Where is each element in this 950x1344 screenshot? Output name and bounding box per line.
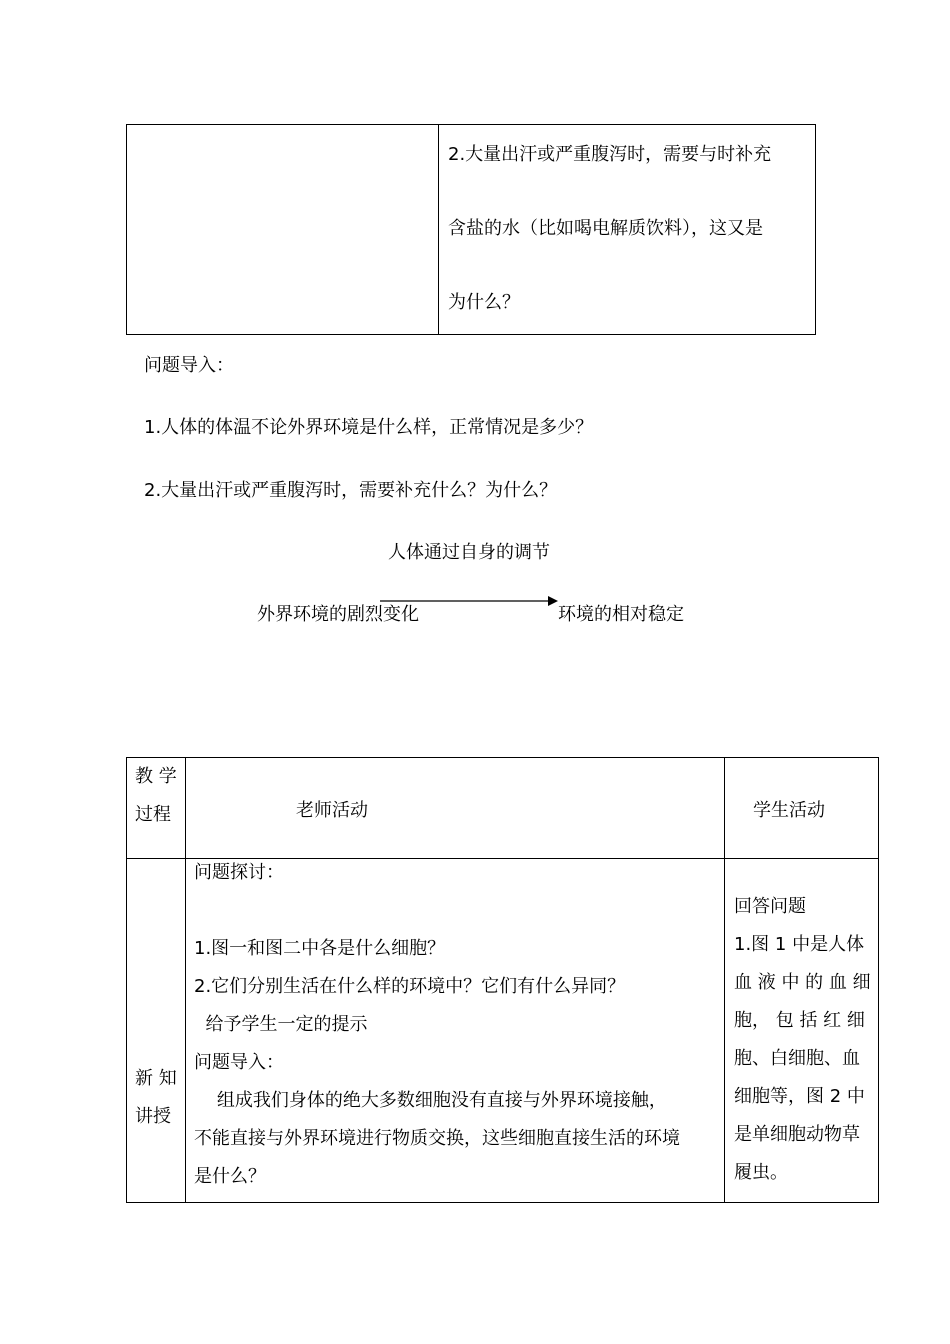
right-cell-line-3: 为什么？ [448, 292, 520, 313]
header-student-activity: 学生活动 [753, 800, 825, 821]
teacher-line-4: 2.它们分别生活在什么样的环境中？它们有什么异同？ [194, 976, 626, 997]
student-line-3: 血 液 中 的 血 细 [734, 972, 871, 993]
row-col1-line1: 新 知 [135, 1068, 177, 1089]
arrow-label: 人体通过自身的调节 [388, 542, 550, 563]
intro-question-1: 1.人体的体温不论外界环境是什么样，正常情况是多少？ [144, 417, 594, 438]
intro-question-2: 2.大量出汗或严重腹泻时，需要补充什么？为什么？ [144, 480, 558, 501]
student-line-6: 细胞等，图 2 中 [734, 1086, 865, 1107]
teacher-line-9: 是什么？ [194, 1166, 266, 1187]
student-line-1: 回答问题 [734, 896, 806, 917]
student-line-4: 胞， 包 括 红 细 [734, 1010, 865, 1031]
header-col1-line1: 教 学 [135, 766, 177, 787]
student-line-7: 是单细胞动物草 [734, 1124, 860, 1145]
teacher-line-1: 问题探讨： [194, 862, 284, 883]
right-cell-line-1: 2.大量出汗或严重腹泻时，需要与时补充 [448, 144, 772, 165]
teacher-line-3: 1.图一和图二中各是什么细胞？ [194, 938, 446, 959]
teacher-line-6: 问题导入： [194, 1052, 284, 1073]
right-cell-line-2: 含盐的水（比如喝电解质饮料），这又是 [448, 218, 763, 239]
row-col1-line2: 讲授 [135, 1106, 171, 1127]
right-arrow-icon [380, 594, 560, 608]
teacher-line-8: 不能直接与外界环境进行物质交换，这些细胞直接生活的环境 [194, 1128, 680, 1149]
student-line-8: 履虫。 [734, 1162, 788, 1183]
teacher-line-7: 组成我们身体的绝大多数细胞没有直接与外界环境接触， [194, 1090, 667, 1111]
student-line-5: 胞、白细胞、血 [734, 1048, 860, 1069]
diagram-right-text: 环境的相对稳定 [558, 604, 684, 625]
diagram-left-text: 外界环境的剧烈变化 [257, 604, 419, 625]
student-line-2: 1.图 1 中是人体 [734, 934, 865, 955]
header-teacher-activity: 老师活动 [296, 800, 368, 821]
header-col1-line2: 过程 [135, 804, 171, 825]
teacher-line-5: 给予学生一定的提示 [194, 1014, 368, 1035]
intro-heading: 问题导入： [144, 355, 234, 376]
